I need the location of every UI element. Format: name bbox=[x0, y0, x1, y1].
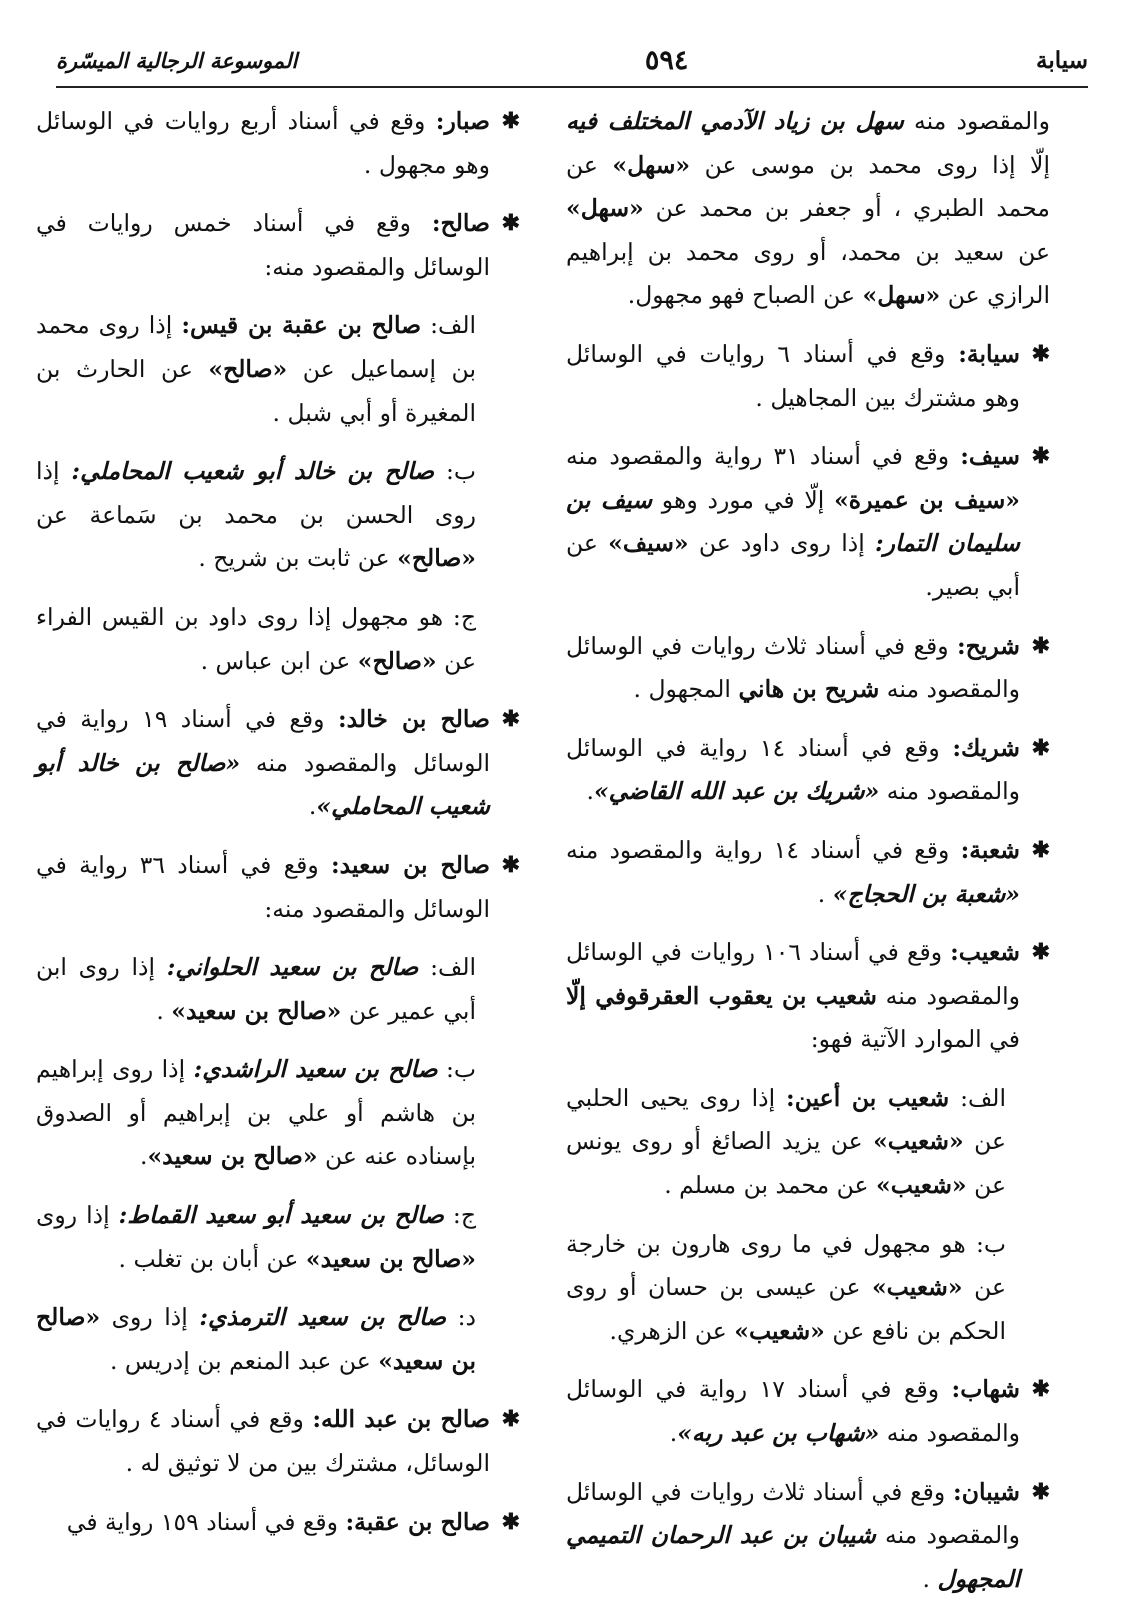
entry-text: سيف: وقع في أسناد ٣١ رواية والمقصود منه «سيف بن عميرة» إلّا في مورد وهو سيف بن سليمان التمار: إذا روى داود عن «سيف» عن أبي بصير. bbox=[566, 442, 1020, 601]
entry-text: شيبان: وقع في أسناد ثلاث روايات في الوسائل والمقصود منه شيبان بن عبد الرحمان التميمي المجهول . bbox=[566, 1477, 1020, 1593]
biography-entry bbox=[566, 829, 1050, 916]
header-rule bbox=[56, 86, 1088, 88]
entry-bullet-icon: ✱ bbox=[501, 706, 520, 733]
entry-bullet-icon: ✱ bbox=[1031, 1478, 1050, 1505]
biography-entry bbox=[566, 625, 1050, 712]
sub-entry: ج: صالح بن سعيد أبو سعيد القماط: إذا روى «صالح بن سعيد» عن أبان بن تغلب . bbox=[36, 1201, 476, 1273]
entry-bullet-icon: ✱ bbox=[501, 108, 520, 134]
entry-text: صالح بن عقبة: وقع في أسناد ١٥٩ رواية في bbox=[66, 1507, 490, 1536]
entry-bullet-icon: ✱ bbox=[1031, 632, 1050, 659]
biography-entry bbox=[36, 698, 520, 829]
entry-text: شعبة: وقع في أسناد ١٤ رواية والمقصود منه «شعبة بن الحجاج» . bbox=[566, 835, 1020, 908]
biography-entry bbox=[566, 435, 1050, 609]
entry-bullet-icon: ✱ bbox=[501, 851, 520, 878]
sub-entry: الف: صالح بن عقبة بن قيس: إذا روى محمد بن إسماعيل عن «صالح» عن الحارث بن المغيرة أو أبي شبل . bbox=[36, 311, 477, 427]
entry-bullet-icon: ✱ bbox=[501, 1406, 520, 1433]
entry-bullet-icon: ✱ bbox=[1031, 340, 1050, 367]
biography-entry bbox=[566, 1471, 1050, 1602]
biography-entry bbox=[566, 931, 1050, 1062]
right-column bbox=[566, 100, 1050, 1616]
biography-entry bbox=[36, 1501, 520, 1545]
left-column bbox=[36, 100, 520, 1559]
entry-bullet-icon: ✱ bbox=[501, 1508, 520, 1535]
sub-entry: الف: صالح بن سعيد الحلواني: إذا روى ابن أبي عمير عن «صالح بن سعيد» . bbox=[36, 953, 477, 1025]
entry-text: سيابة: وقع في أسناد ٦ روايات في الوسائل وهو مشترك بين المجاهيل . bbox=[566, 339, 1020, 412]
entry-text: صالح بن عبد الله: وقع في أسناد ٤ روايات في الوسائل، مشترك بين من لا توثيق له . bbox=[36, 1405, 490, 1478]
sub-entry: د: صالح بن سعيد الترمذي: إذا روى «صالح بن سعيد» عن عبد المنعم بن إدريس . bbox=[36, 1303, 476, 1375]
running-header bbox=[56, 38, 1088, 82]
entry-bullet-icon: ✱ bbox=[1031, 1376, 1050, 1403]
entry-bullet-icon: ✱ bbox=[1031, 443, 1050, 470]
sub-entry: ب: صالح بن سعيد الراشدي: إذا روى إبراهيم بن هاشم أو علي بن إبراهيم أو الصدوق بإسناده عنه عن «صالح بن سعيد». bbox=[36, 1055, 476, 1171]
entry-text: صالح بن خالد: وقع في أسناد ١٩ رواية في الوسائل والمقصود منه «صالح بن خالد أبو شعيب المحاملي». bbox=[36, 705, 491, 821]
continued-entry: والمقصود منه سهل بن زياد الآدمي المختلف فيه إلّا إذا روى محمد بن موسى عن «سهل» عن محمد الطبري ، أو جعفر بن محمد عن «سهل» عن سعيد بن محمد، أو روى محمد بن إبراهيم الرازي عن «سهل» عن الصباح فهو مجهول. bbox=[566, 107, 1050, 310]
book-title: الموسوعة الرجالية الميسّرة bbox=[56, 47, 298, 73]
entry-bullet-icon: ✱ bbox=[1031, 734, 1050, 761]
biography-entry bbox=[566, 333, 1050, 420]
entry-text: صالح بن سعيد: وقع في أسناد ٣٦ رواية في الوسائل والمقصود منه: bbox=[36, 850, 490, 923]
entry-text: شريك: وقع في أسناد ١٤ رواية في الوسائل والمقصود منه «شريك بن عبد الله القاضي». bbox=[566, 733, 1020, 806]
biography-entry bbox=[36, 202, 520, 289]
entry-text: صالح: وقع في أسناد خمس روايات في الوسائل والمقصود منه: bbox=[36, 209, 490, 281]
sub-entry: ج: هو مجهول إذا روى داود بن القيس الفراء عن «صالح» عن ابن عباس . bbox=[36, 602, 476, 675]
entry-bullet-icon: ✱ bbox=[1031, 939, 1050, 966]
page-number: ٥٩٤ bbox=[644, 44, 689, 76]
entry-bullet-icon: ✱ bbox=[501, 210, 520, 237]
biography-entry bbox=[36, 844, 520, 931]
entry-text: شهاب: وقع في أسناد ١٧ رواية في الوسائل والمقصود منه «شهاب بن عبد ربه». bbox=[566, 1375, 1020, 1448]
entry-text: شريح: وقع في أسناد ثلاث روايات في الوسائل والمقصود منه شريح بن هاني المجهول . bbox=[566, 631, 1020, 704]
sub-entry: ب: صالح بن خالد أبو شعيب المحاملي: إذا روى الحسن بن محمد بن سَماعة عن «صالح» عن ثابت بن شريح . bbox=[36, 457, 476, 573]
header-entry-name: سيابة bbox=[1036, 46, 1088, 74]
sub-entry: الف: شعيب بن أعين: إذا روى يحيى الحلبي عن «شعيب» عن يزيد الصائغ أو روى يونس عن «شعيب» عن محمد بن مسلم . bbox=[566, 1083, 1006, 1200]
entry-text: شعيب: وقع في أسناد ١٠٦ روايات في الوسائل والمقصود منه شعيب بن يعقوب العقرقوفي إلّا في الموارد الآتية فهو: bbox=[566, 938, 1020, 1054]
biography-entry bbox=[566, 1368, 1050, 1455]
biography-entry bbox=[36, 1398, 520, 1485]
entry-bullet-icon: ✱ bbox=[1031, 836, 1050, 863]
entry-text: صبار: وقع في أسناد أربع روايات في الوسائل وهو مجهول . bbox=[36, 107, 490, 179]
biography-entry bbox=[36, 100, 520, 187]
sub-entry: ب: هو مجهول في ما روى هارون بن خارجة عن «شعيب» عن عيسى بن حسان أو روى الحكم بن نافع عن «شعيب» عن الزهري. bbox=[566, 1229, 1006, 1345]
biography-entry bbox=[566, 727, 1050, 814]
